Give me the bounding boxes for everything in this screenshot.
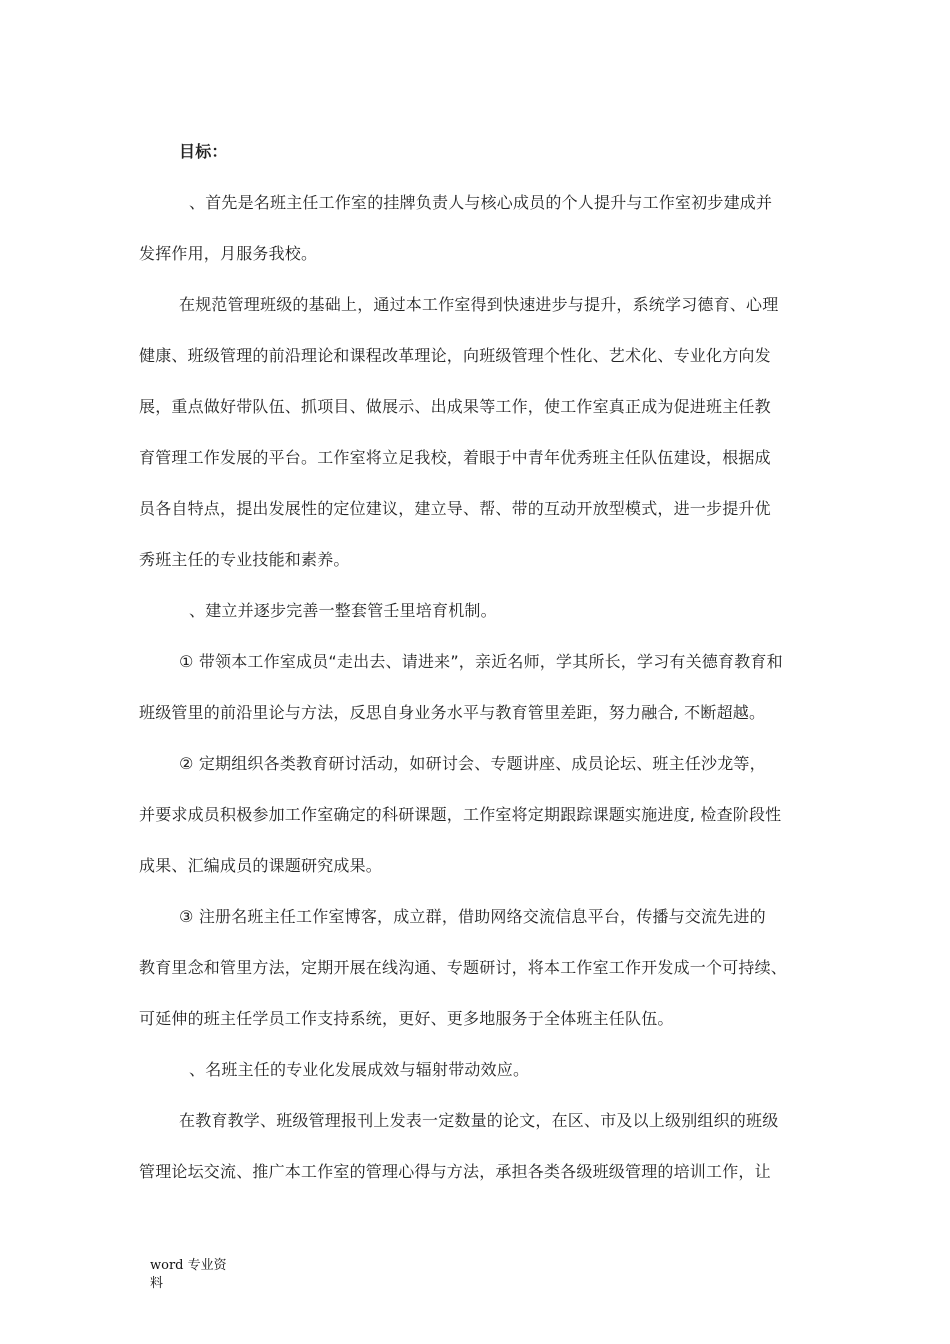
paragraph-line: 、首先是名班主任工作室的挂牌负责人与核心成员的个人提升与工作室初步建成并 <box>189 193 773 212</box>
footer-line-2: 料 <box>150 1276 164 1291</box>
paragraph-line: 育管理工作发展的平台。工作室将立足我校，着眼于中青年优秀班主任队伍建设，根据成 <box>139 448 771 467</box>
paragraph-line: 可延伸的班主任学员工作支持系统，更好、更多地服务于全体班主任队伍。 <box>139 1009 674 1028</box>
footer-line-1: word 专业资 <box>150 1258 227 1273</box>
page-footer <box>150 1257 240 1293</box>
section-heading-goals: 目标： <box>179 142 228 161</box>
paragraph-line: 展，重点做好带队伍、抓项目、做展示、出成果等工作，使工作室真正成为促进班主任教 <box>139 397 771 416</box>
paragraph-line: 在教育教学、班级管理报刊上发表一定数量的论文，在区、市及以上级别组织的班级 <box>179 1111 779 1130</box>
paragraph-line: 在规范管理班级的基础上，通过本工作室得到快速进步与提升，系统学习德育、心理 <box>179 295 779 314</box>
paragraph-line: 员各自特点，提出发展性的定位建议，建立导、帮、带的互动开放型模式，进一步提升优 <box>139 499 771 518</box>
list-item-1: ① 带领本工作室成员“走出去、请进来”，亲近名师，学其所长，学习有关德育教育和 <box>179 652 783 671</box>
list-item-2: ② 定期组织各类教育研讨活动，如研讨会、专题讲座、成员论坛、班主任沙龙等， <box>179 754 766 773</box>
document-body <box>139 126 819 1197</box>
paragraph-line: 、建立并逐步完善一整套管壬里培育机制。 <box>189 601 497 620</box>
list-item-3: ③ 注册名班主任工作室博客，成立群，借助网络交流信息平台，传播与交流先进的 <box>179 907 766 926</box>
paragraph-line: 健康、班级管理的前沿理论和课程改革理论，向班级管理个性化、艺术化、专业化方向发 <box>139 346 771 365</box>
paragraph-line: 班级管里的前沿里论与方法，反思自身业务水平与教育管里差距，努力融合, 不断超越。 <box>139 703 766 722</box>
paragraph-line: 教育里念和管里方法，定期开展在线沟通、专题研讨，将本工作室工作开发成一个可持续、 <box>139 958 788 977</box>
paragraph-line: 成果、汇编成员的课题研究成果。 <box>139 856 383 875</box>
paragraph-line: 、名班主任的专业化发展成效与辐射带动效应。 <box>189 1060 530 1079</box>
paragraph-line: 管理论坛交流、推广本工作室的管理心得与方法，承担各类各级班级管理的培训工作，让 <box>139 1162 771 1181</box>
paragraph-line: 并要求成员积极参加工作室确定的科研课题，工作室将定期跟踪课题实施进度, 检查阶段性 <box>139 805 782 824</box>
paragraph-line: 秀班主任的专业技能和素养。 <box>139 550 350 569</box>
paragraph-line: 发挥作用，月服务我校。 <box>139 244 318 263</box>
